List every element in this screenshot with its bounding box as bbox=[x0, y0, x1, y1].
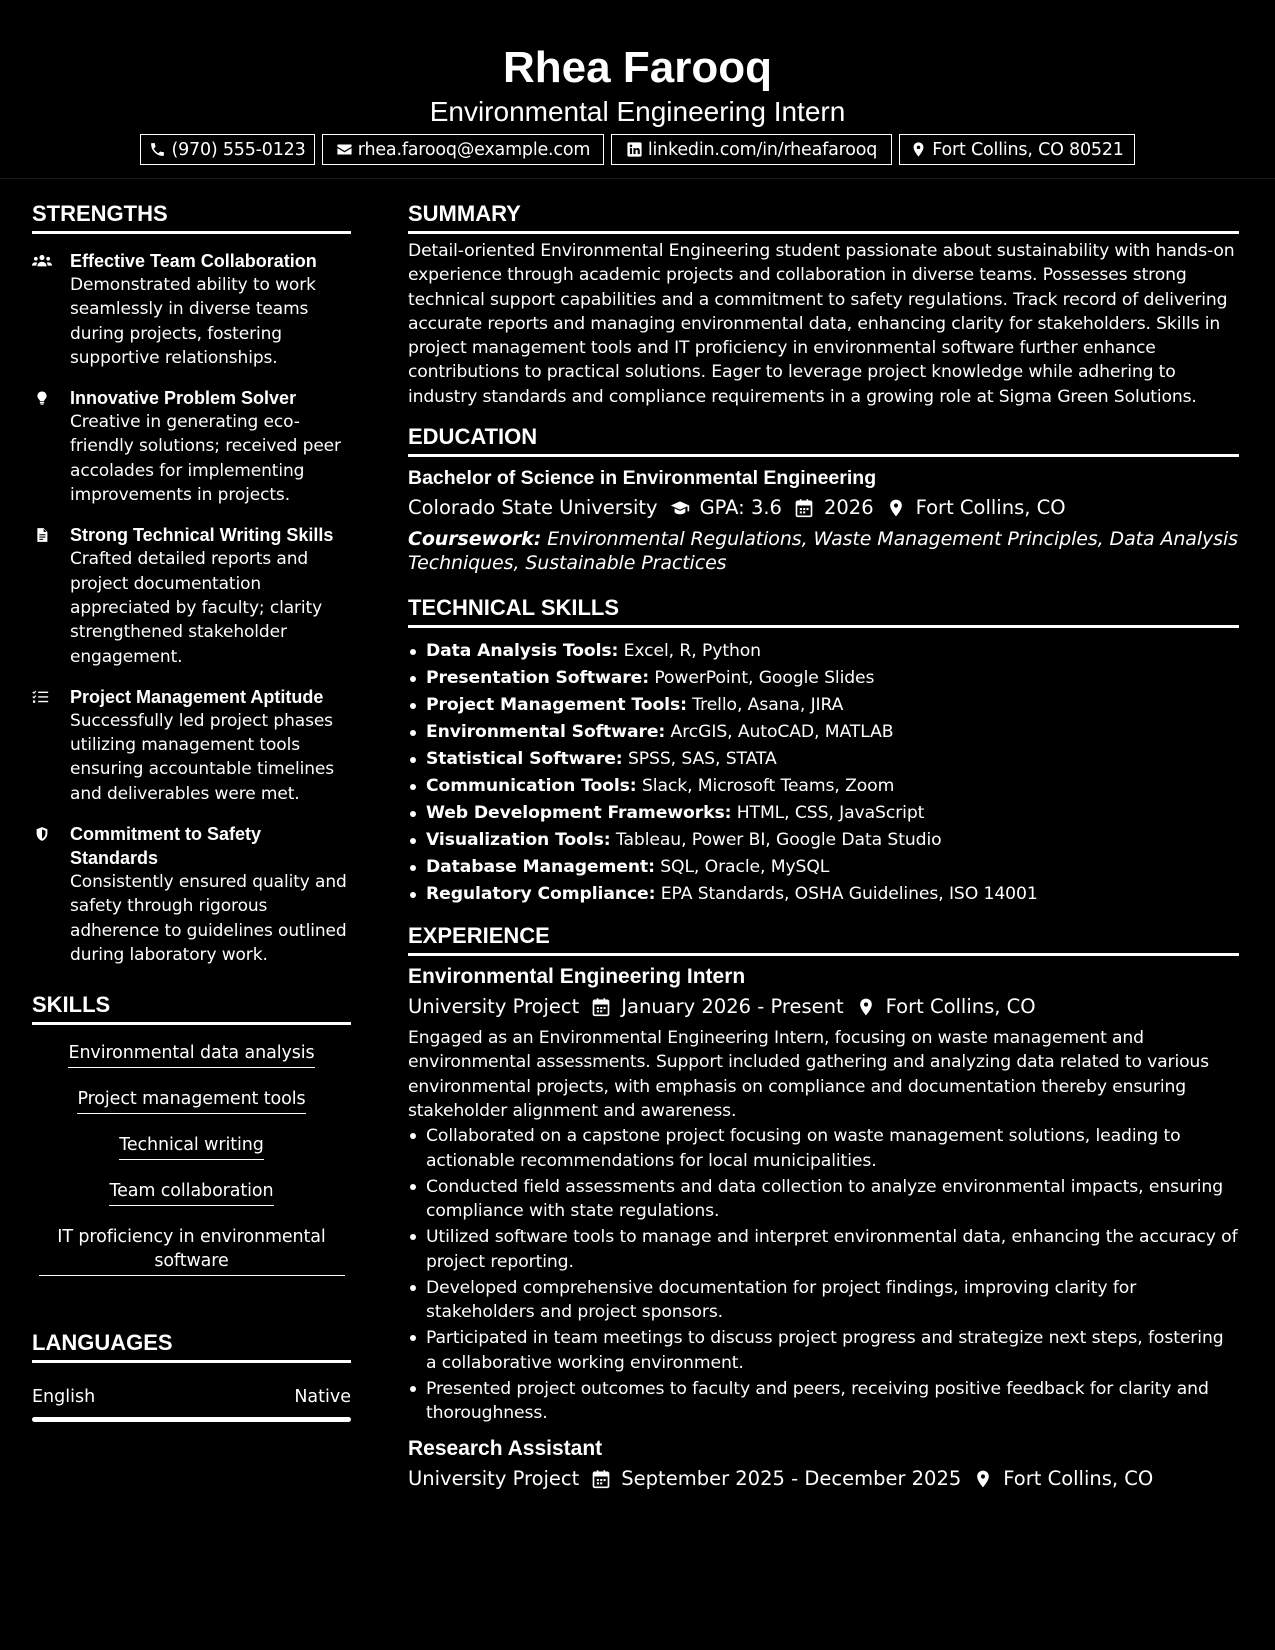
contact-phone[interactable] bbox=[140, 134, 315, 165]
shield-icon bbox=[32, 825, 52, 843]
skills-heading: SKILLS bbox=[32, 991, 351, 1025]
contact-text: linkedin.com/in/rheafarooq bbox=[647, 139, 878, 160]
strength-title: Effective Team Collaboration bbox=[70, 251, 317, 271]
language-row bbox=[32, 1385, 351, 1409]
list-item: Communication Tools: Slack, Microsoft Teams, Zoom bbox=[408, 773, 1239, 800]
contact-linkedin[interactable] bbox=[611, 134, 892, 165]
graduation-year: 2026 bbox=[823, 496, 874, 520]
job-bullets bbox=[408, 1124, 1239, 1426]
list-item: Presentation Software: PowerPoint, Google Slides bbox=[408, 665, 1239, 692]
job-org: University Project bbox=[408, 995, 580, 1019]
resume-header bbox=[0, 0, 1275, 179]
strength-title: Innovative Problem Solver bbox=[70, 388, 297, 409]
location-pin-icon bbox=[910, 141, 927, 158]
contact-location[interactable] bbox=[899, 134, 1135, 165]
contact-text: rhea.farooq@example.com bbox=[357, 139, 591, 160]
list-item: Web Development Frameworks: HTML, CSS, JavaScript bbox=[408, 800, 1239, 827]
strengths-list bbox=[32, 249, 351, 967]
language-proficiency-bar bbox=[32, 1417, 351, 1422]
skill-tag: Environmental data analysis bbox=[68, 1041, 314, 1068]
phone-icon bbox=[149, 141, 166, 158]
users-icon bbox=[32, 252, 52, 270]
job-org: University Project bbox=[408, 1466, 580, 1490]
strength-text: Consistently ensured quality and safety through rigorous adherence to guidelines outlined during laboratory work. bbox=[70, 872, 347, 965]
strength-title: Project Management Aptitude bbox=[70, 686, 324, 707]
list-item: Utilized software tools to manage and interpret environmental data, enhancing the accuracy of project reporting. bbox=[408, 1225, 1239, 1274]
job-title: Environmental Engineering Intern bbox=[408, 965, 746, 989]
document-icon bbox=[32, 526, 52, 544]
list-item: Database Management: SQL, Oracle, MySQL bbox=[408, 854, 1239, 881]
list-item: Presented project outcomes to faculty and peers, receiving positive feedback for clarity and thoroughness. bbox=[408, 1377, 1239, 1426]
list-item: Developed comprehensive documentation for project findings, improving clarity for stakeholders and project sponsors. bbox=[408, 1276, 1239, 1325]
strength-text: Creative in generating eco-friendly solutions; received peer accolades for implementing improvements in projects. bbox=[70, 412, 341, 506]
list-item: Participated in team meetings to discuss project progress and strategize next steps, fostering a collaborative working environment. bbox=[408, 1326, 1239, 1375]
coursework-label: Coursework: bbox=[408, 528, 542, 551]
strength-text: Crafted detailed reports and project documentation appreciated by faculty; clarity strengthened stakeholder engagement. bbox=[70, 549, 323, 667]
coursework-list: Environmental Regulations, Waste Management Principles, Data Analysis Techniques, Sustainable Practices bbox=[408, 528, 1238, 575]
skill-tag: Project management tools bbox=[77, 1087, 305, 1114]
strength-item bbox=[32, 822, 351, 967]
language-name: English bbox=[32, 1387, 96, 1408]
list-item: Project Management Tools: Trello, Asana, JIRA bbox=[408, 692, 1239, 719]
strength-item bbox=[32, 685, 351, 806]
technical-skills-list bbox=[408, 638, 1239, 908]
summary-heading: SUMMARY bbox=[408, 200, 1239, 234]
education-location: Fort Collins, CO bbox=[915, 496, 1066, 520]
job-meta bbox=[408, 993, 1239, 1021]
job-dates: January 2026 - Present bbox=[621, 995, 844, 1019]
strength-item bbox=[32, 386, 351, 507]
job-dates: September 2025 - December 2025 bbox=[621, 1466, 962, 1490]
task-list-icon bbox=[32, 688, 52, 706]
school-name: Colorado State University bbox=[408, 496, 658, 520]
calendar-icon bbox=[794, 498, 814, 518]
left-column bbox=[32, 200, 351, 1422]
contact-text: (970) 555-0123 bbox=[171, 139, 306, 160]
gpa: GPA: 3.6 bbox=[699, 496, 782, 520]
contact-text: Fort Collins, CO 80521 bbox=[932, 139, 1124, 160]
contact-email[interactable] bbox=[322, 134, 604, 165]
languages-heading: LANGUAGES bbox=[32, 1329, 351, 1363]
education-heading: EDUCATION bbox=[408, 423, 1239, 457]
strength-text: Successfully led project phases utilizing management tools ensuring accountable timelines and deliverables were met. bbox=[70, 710, 335, 804]
language-level: Native bbox=[294, 1387, 351, 1408]
strength-item bbox=[32, 249, 351, 370]
degree-title: Bachelor of Science in Environmental Engineering bbox=[408, 467, 877, 490]
contact-bar bbox=[0, 134, 1275, 165]
list-item: Regulatory Compliance: EPA Standards, OSHA Guidelines, ISO 14001 bbox=[408, 881, 1239, 908]
right-column bbox=[408, 200, 1239, 1493]
coursework bbox=[408, 527, 1239, 575]
job-description: Engaged as an Environmental Engineering Intern, focusing on waste management and environmental assessments. Support included gathering and analyzing data related to various environmental projects, with emphasis on compliance and documentation thereby ensuring stakeholder alignment and awareness. bbox=[408, 1028, 1209, 1121]
list-item: Conducted field assessments and data collection to analyze environmental impacts, ensuring compliance with state regulations. bbox=[408, 1175, 1239, 1224]
strength-title: Strong Technical Writing Skills bbox=[70, 525, 334, 546]
list-item: Data Analysis Tools: Excel, R, Python bbox=[408, 638, 1239, 665]
technical-skills-heading: TECHNICAL SKILLS bbox=[408, 594, 1239, 628]
calendar-icon bbox=[591, 1469, 611, 1489]
location-pin-icon bbox=[886, 498, 906, 518]
job-location: Fort Collins, CO bbox=[1003, 1466, 1154, 1490]
calendar-icon bbox=[591, 997, 611, 1017]
list-item: Collaborated on a capstone project focusing on waste management solutions, leading to actionable recommendations for local municipalities. bbox=[408, 1124, 1239, 1173]
strength-text: Demonstrated ability to work seamlessly in diverse teams during projects, fostering supportive relationships. bbox=[70, 275, 316, 368]
skills-list bbox=[32, 1041, 351, 1295]
list-item: Environmental Software: ArcGIS, AutoCAD, MATLAB bbox=[408, 719, 1239, 746]
strength-item bbox=[32, 523, 351, 668]
experience-heading: EXPERIENCE bbox=[408, 922, 1239, 956]
list-item: Visualization Tools: Tableau, Power BI, Google Data Studio bbox=[408, 827, 1239, 854]
location-pin-icon bbox=[856, 997, 876, 1017]
envelope-icon bbox=[336, 141, 353, 158]
candidate-title: Environmental Engineering Intern bbox=[429, 96, 846, 127]
summary-text: Detail-oriented Environmental Engineering student passionate about sustainability with hands-on experience through academic projects and collaboration in diverse teams. Possesses strong technical support capabilities and a commitment to safety regulations. Track record of delivering accurate reports and managing environmental data, enhancing clarity for stakeholders. Skills in project management tools and IT proficiency in environmental software further enhance contributions to practical solutions. Eager to leverage project knowledge while adhering to industry standards and compliance requirements in a growing role at Sigma Green Solutions. bbox=[408, 241, 1235, 407]
candidate-name: Rhea Farooq bbox=[503, 43, 772, 92]
job-title: Research Assistant bbox=[408, 1436, 603, 1460]
graduation-cap-icon bbox=[670, 498, 690, 518]
education-meta bbox=[408, 494, 1239, 522]
job-location: Fort Collins, CO bbox=[885, 995, 1036, 1019]
skill-tag: IT proficiency in environmental software bbox=[39, 1225, 345, 1276]
linkedin-icon bbox=[626, 141, 643, 158]
location-pin-icon bbox=[973, 1469, 993, 1489]
skill-tag: Technical writing bbox=[119, 1133, 264, 1160]
skill-tag: Team collaboration bbox=[109, 1179, 273, 1206]
lightbulb-icon bbox=[32, 389, 52, 407]
list-item: Statistical Software: SPSS, SAS, STATA bbox=[408, 746, 1239, 773]
job-meta bbox=[408, 1465, 1239, 1493]
strength-title: Commitment to Safety Standards bbox=[70, 824, 262, 869]
strengths-heading: STRENGTHS bbox=[32, 200, 351, 234]
